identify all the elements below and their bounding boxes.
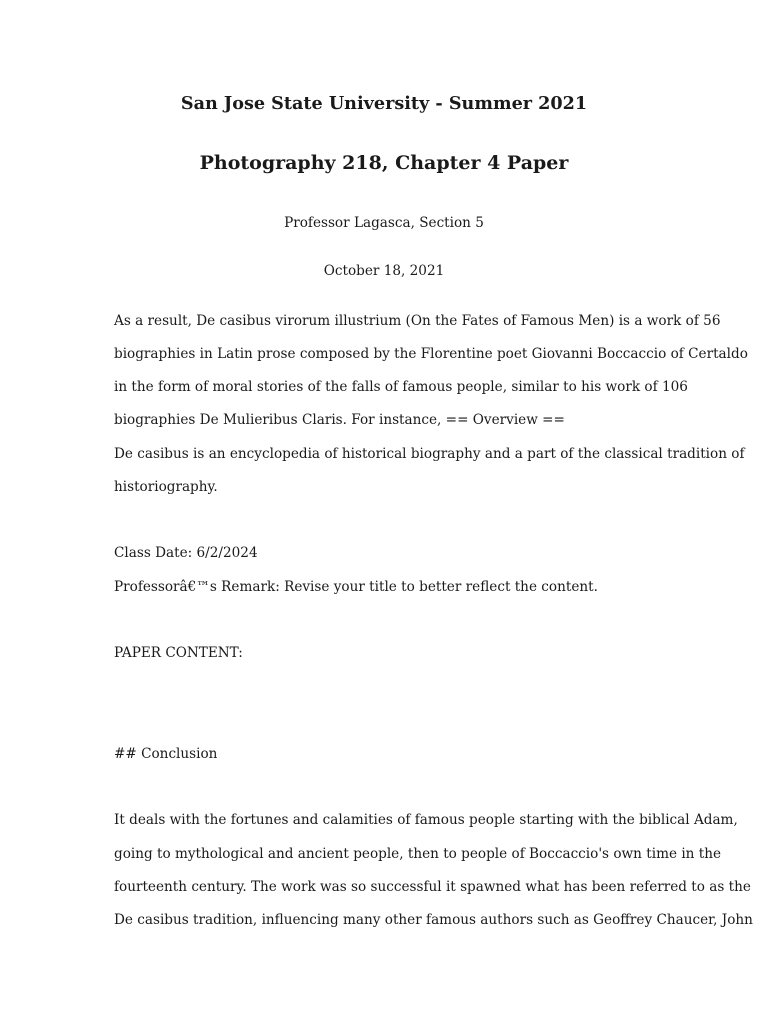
conclusion-line: fourteenth century. The work was so successful it spawned what has been referred to as the [114, 879, 751, 895]
intro-line: As a result, De casibus virorum illustrium (On the Fates of Famous Men) is a work of 56 [114, 313, 721, 329]
intro-line: in the form of moral stories of the falls of famous people, similar to his work of 106 [114, 379, 688, 395]
intro-line: De casibus is an encyclopedia of historical biography and a part of the classical tradition of [114, 446, 745, 462]
intro-line: biographies De Mulieribus Claris. For instance, == Overview == [114, 412, 565, 428]
conclusion-line: It deals with the fortunes and calamities of famous people starting with the biblical Adam, [114, 812, 738, 828]
conclusion-line: De casibus tradition, influencing many other famous authors such as Geoffrey Chaucer, John [114, 912, 753, 928]
professor-remark: Professorâ€™s Remark: Revise your title to better reflect the content. [114, 579, 598, 595]
conclusion-heading: ## Conclusion [114, 746, 218, 762]
date-line: October 18, 2021 [323, 263, 445, 279]
university-heading: San Jose State University - Summer 2021 [180, 93, 588, 114]
class-date: Class Date: 6/2/2024 [114, 545, 258, 561]
conclusion-line: going to mythological and ancient people, then to people of Boccaccio's own time in the [114, 846, 722, 862]
intro-line: historiography. [114, 479, 218, 495]
professor-line: Professor Lagasca, Section 5 [284, 215, 484, 231]
paper-content-label: PAPER CONTENT: [114, 645, 243, 661]
intro-line: biographies in Latin prose composed by the Florentine poet Giovanni Boccaccio of Certaldo [114, 346, 748, 362]
paper-title: Photography 218, Chapter 4 Paper [199, 152, 569, 174]
